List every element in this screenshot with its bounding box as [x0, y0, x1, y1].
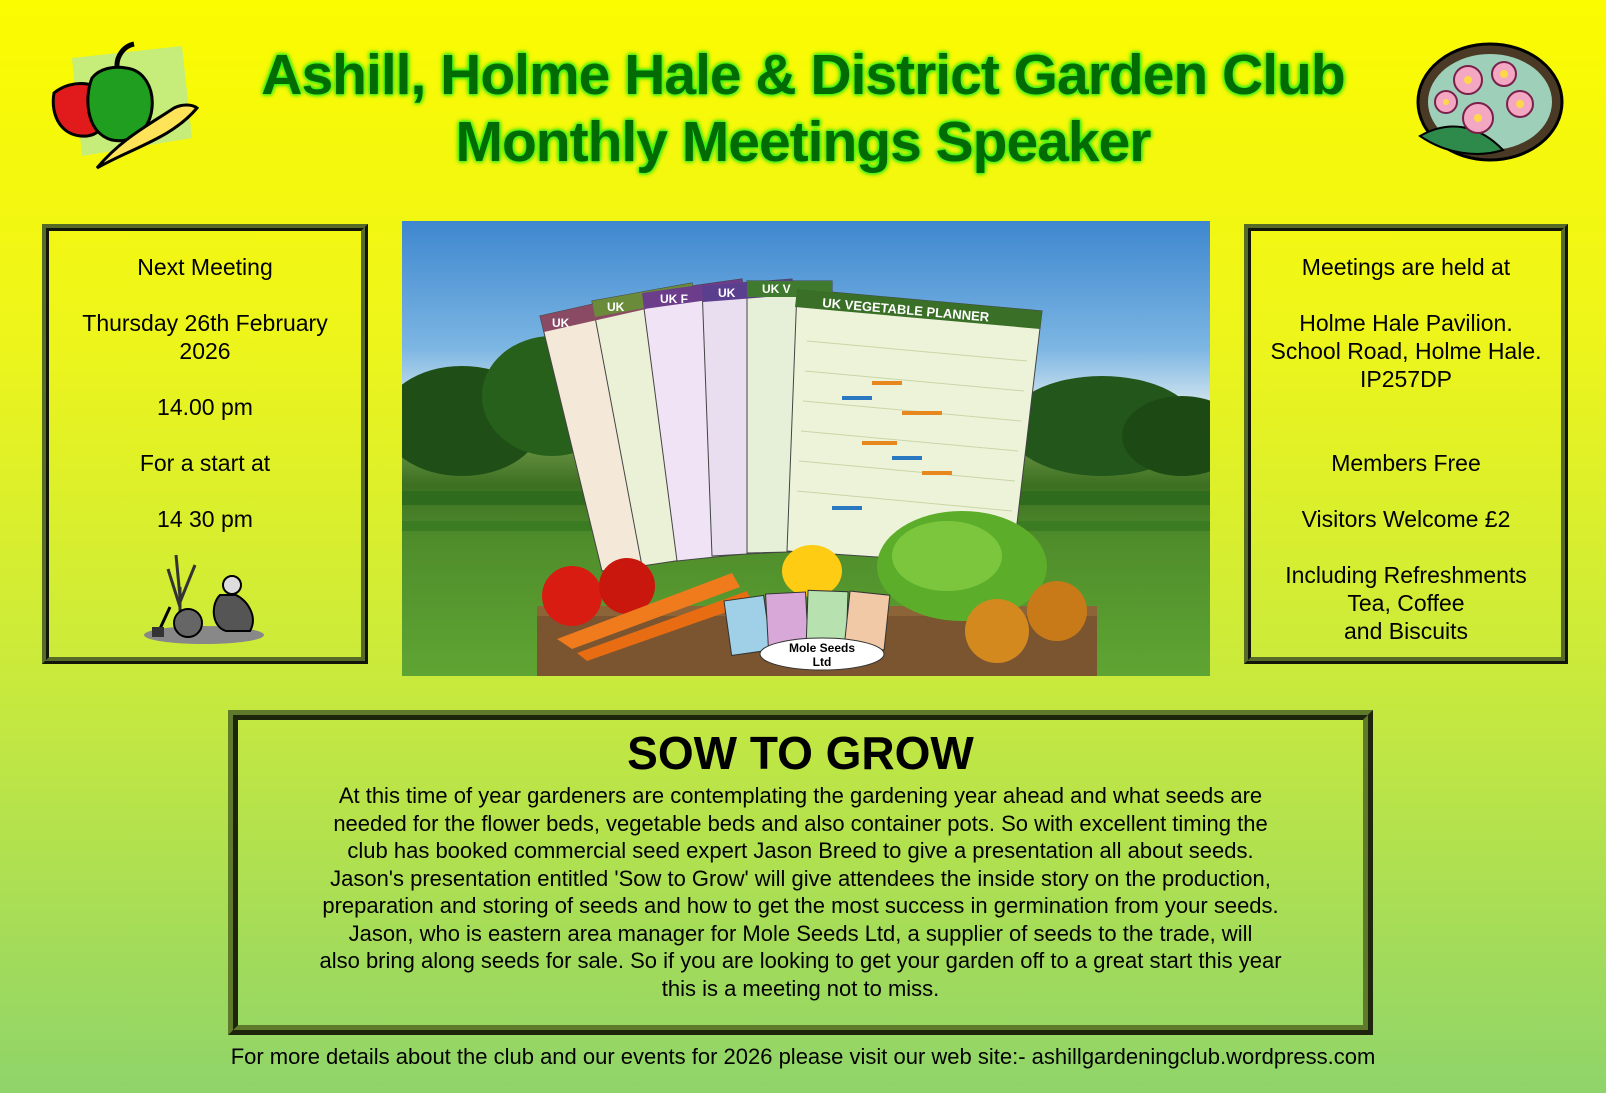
venue-heading: Meetings are held at	[1301, 254, 1511, 280]
seed-planner-photo	[402, 221, 1210, 676]
story-line: needed for the flower beds, vegetable beds and also container pots. So with excellent timing the	[333, 810, 1268, 836]
mole-seeds-sign-line2: Ltd	[812, 655, 832, 669]
meeting-date-line1: Thursday 26th February	[82, 310, 328, 336]
footer-website-text: For more details about the club and our events for 2026 please visit our web site:- ashillgardeningclub.wordpress.com	[230, 1044, 1376, 1069]
story-line: also bring along seeds for sale. So if you are looking to get your garden off to a great start this year	[319, 948, 1282, 973]
title-line-2: Monthly Meetings Speaker	[455, 110, 1151, 174]
story-line: preparation and storing of seeds and how to get the most success in germination from your seeds.	[322, 893, 1279, 918]
refreshments-line1: Including Refreshments	[1285, 562, 1527, 588]
story-line: Jason, who is eastern area manager for Mole Seeds Ltd, a supplier of seeds to the trade, will	[348, 920, 1253, 946]
members-price: Members Free	[1331, 450, 1481, 476]
meeting-date-line2: 2026	[179, 338, 231, 364]
meeting-start-time: 14 30 pm	[157, 506, 253, 532]
refreshments-line3: and Biscuits	[1343, 618, 1468, 644]
gardener-clipart-icon	[140, 547, 270, 647]
visitors-price: Visitors Welcome £2	[1301, 506, 1511, 532]
meeting-info-box	[42, 224, 368, 664]
planner-tab-label: UK V	[762, 282, 791, 296]
story-line: club has booked commercial seed expert Jason Breed to give a presentation all about seeds.	[347, 838, 1254, 863]
planner-title: UK VEGETABLE PLANNER	[821, 295, 990, 325]
planner-tab-label: UK	[718, 286, 736, 300]
meeting-heading: Next Meeting	[137, 254, 273, 280]
venue-line2: School Road, Holme Hale.	[1270, 338, 1542, 364]
story-title: SOW TO GROW	[627, 727, 974, 779]
meeting-start-label: For a start at	[139, 450, 271, 476]
mole-seeds-sign-line1: Mole Seeds	[788, 641, 856, 655]
page-title	[200, 42, 1406, 176]
planner-tab-label: UK	[552, 316, 570, 330]
story-line: At this time of year gardeners are contemplating the gardening year ahead and what seeds are	[338, 783, 1263, 808]
venue-info-box	[1244, 224, 1568, 664]
refreshments-line2: Tea, Coffee	[1347, 590, 1465, 616]
venue-postcode: IP257DP	[1359, 366, 1453, 392]
story-line: this is a meeting not to miss.	[661, 975, 940, 1001]
vegetables-clipart-icon	[42, 38, 202, 176]
flowers-clipart-icon	[1408, 40, 1568, 170]
meeting-doors-time: 14.00 pm	[157, 394, 253, 420]
venue-line1: Holme Hale Pavilion.	[1299, 310, 1513, 336]
story-line: Jason's presentation entitled 'Sow to Grow' will give attendees the inside story on the production,	[330, 865, 1271, 891]
planner-tab-label: UK F	[660, 292, 688, 306]
title-line-1: Ashill, Holme Hale & District Garden Club	[261, 43, 1345, 107]
story-body	[238, 782, 1363, 1002]
story-box	[228, 710, 1373, 1035]
planner-tab-label: UK	[607, 300, 625, 314]
